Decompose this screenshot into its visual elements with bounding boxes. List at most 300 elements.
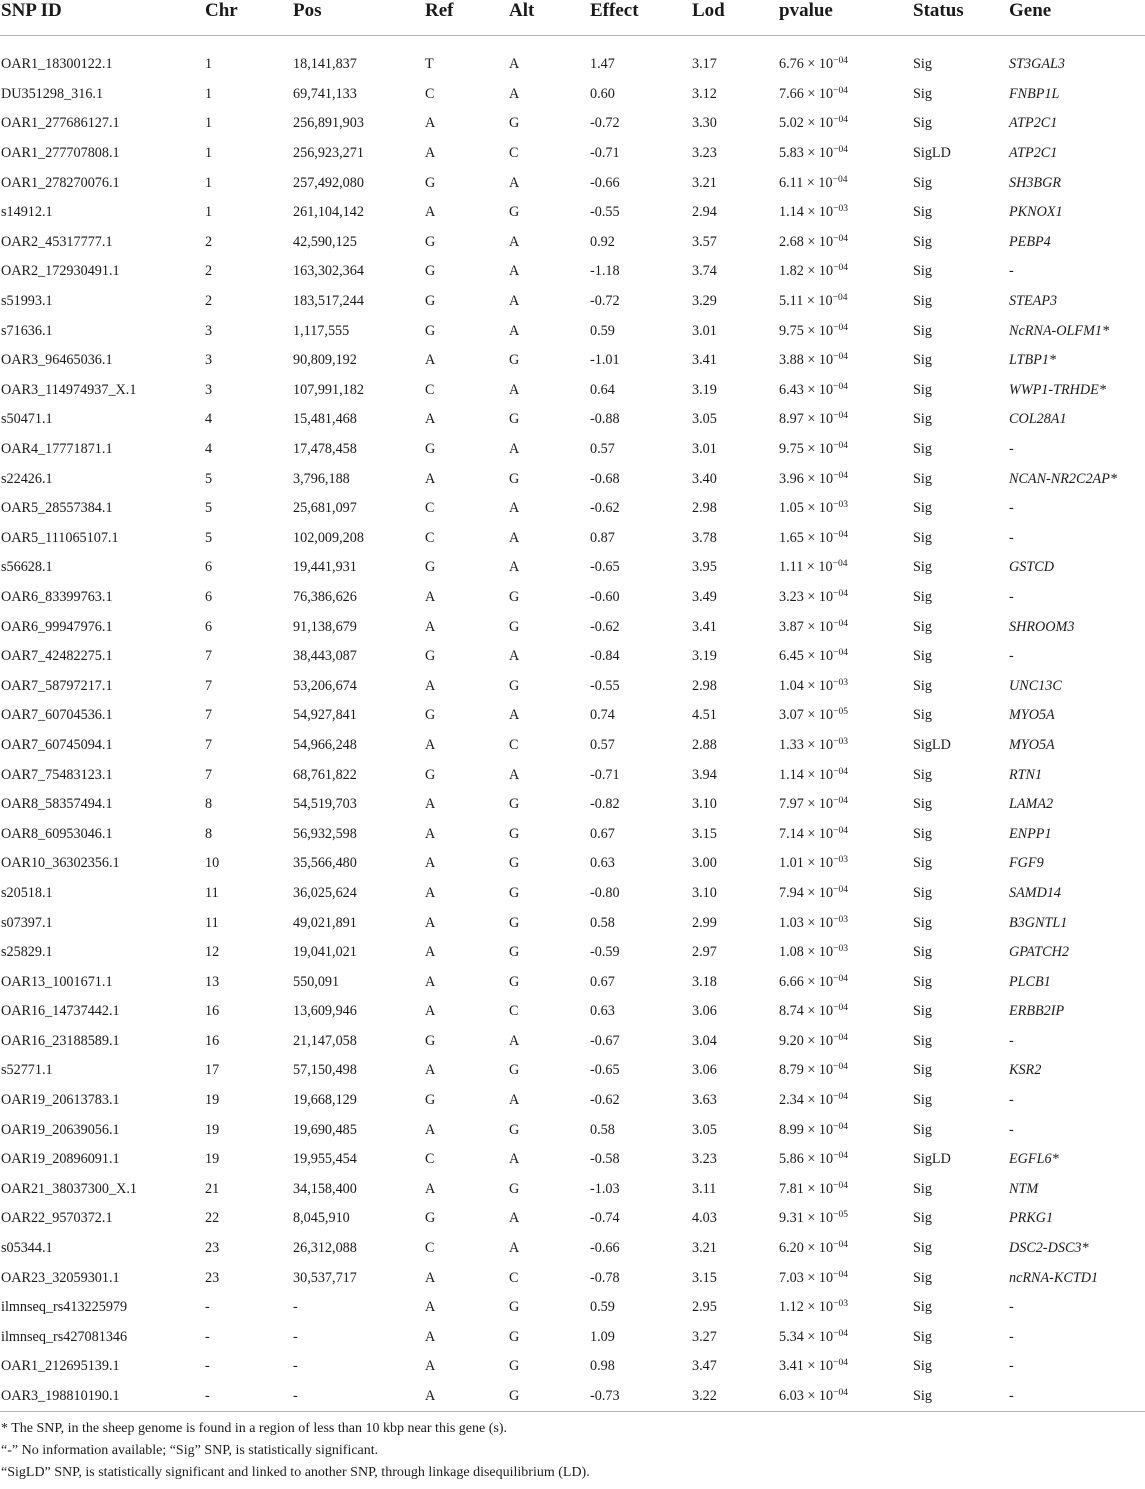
cell-pos: 256,923,271 xyxy=(293,145,364,162)
cell-alt: G xyxy=(509,470,520,487)
cell-status: Sig xyxy=(913,1328,932,1345)
table-row xyxy=(0,346,1145,376)
cell-pos: 42,590,125 xyxy=(293,233,357,250)
pvalue-mantissa: 7.97 × 10 xyxy=(779,796,834,813)
cell-status: Sig xyxy=(913,1269,932,1286)
cell-snp-id: OAR3_114974937_X.1 xyxy=(1,381,137,398)
cell-chr: 3 xyxy=(205,352,213,369)
cell-snp-id: s71636.1 xyxy=(1,322,53,339)
cell-alt: A xyxy=(509,293,520,310)
table-row xyxy=(0,1086,1145,1116)
header-ref: Ref xyxy=(425,0,509,36)
cell-ref: G xyxy=(425,322,436,339)
cell-gene: - xyxy=(1009,1299,1014,1316)
cell-snp-id: OAR2_172930491.1 xyxy=(1,263,120,280)
cell-alt: A xyxy=(509,85,520,102)
table-spacer xyxy=(0,36,1145,51)
cell-ref: A xyxy=(425,1328,436,1345)
cell-effect: -0.71 xyxy=(590,766,620,783)
cell-lod: 3.23 xyxy=(692,145,717,162)
cell-effect: -0.62 xyxy=(590,618,620,635)
cell-snp-id: OAR1_18300122.1 xyxy=(1,56,113,73)
cell-snp-id: s05344.1 xyxy=(1,1240,53,1257)
cell-ref: A xyxy=(425,944,436,961)
pvalue-mantissa: 5.02 × 10 xyxy=(779,115,834,132)
cell-lod: 3.40 xyxy=(692,470,717,487)
cell-pos: 25,681,097 xyxy=(293,500,357,517)
cell-gene: ATP2C1 xyxy=(1009,115,1058,132)
cell-chr: 6 xyxy=(205,588,213,605)
cell-status: Sig xyxy=(913,263,932,280)
cell-pvalue xyxy=(779,1086,913,1116)
cell-snp-id: s52771.1 xyxy=(1,1062,53,1079)
cell-pvalue xyxy=(779,464,913,494)
table-row xyxy=(0,583,1145,613)
cell-alt: A xyxy=(509,766,520,783)
cell-gene: KSR2 xyxy=(1009,1062,1042,1079)
cell-effect: 1.09 xyxy=(590,1328,615,1345)
cell-effect: 0.59 xyxy=(590,1299,615,1316)
cell-snp-id: OAR7_75483123.1 xyxy=(1,766,113,783)
cell-pos: 19,041,021 xyxy=(293,944,357,961)
cell-snp-id: OAR19_20613783.1 xyxy=(1,1092,120,1109)
cell-status: Sig xyxy=(913,618,932,635)
pvalue-exponent: −04 xyxy=(833,441,848,452)
cell-ref: C xyxy=(425,500,435,517)
cell-status: SigLD xyxy=(913,145,951,162)
cell-chr: 16 xyxy=(205,1003,220,1020)
cell-gene: PEBP4 xyxy=(1009,233,1051,250)
footnote-sigld: “SigLD” SNP, is statistically significant and linked to another SNP, through linkage disequilibrium (LD). xyxy=(1,1465,590,1481)
cell-chr: - xyxy=(205,1328,210,1345)
table-row xyxy=(0,494,1145,524)
pvalue-exponent: −03 xyxy=(833,1299,848,1310)
cell-chr: 17 xyxy=(205,1062,220,1079)
cell-pvalue xyxy=(779,316,913,346)
cell-effect: 0.60 xyxy=(590,85,615,102)
cell-effect: -0.74 xyxy=(590,1210,620,1227)
cell-pvalue xyxy=(779,701,913,731)
cell-snp-id: OAR1_212695139.1 xyxy=(1,1358,120,1375)
cell-alt: A xyxy=(509,322,520,339)
cell-chr: 11 xyxy=(205,914,219,931)
cell-effect: -0.67 xyxy=(590,1032,620,1049)
cell-alt: C xyxy=(509,1003,519,1020)
cell-lod: 3.22 xyxy=(692,1382,779,1412)
cell-gene: ATP2C1 xyxy=(1009,145,1058,162)
pvalue-exponent: −04 xyxy=(833,1388,848,1399)
cell-gene: ncRNA-KCTD1 xyxy=(1009,1269,1099,1286)
pvalue-mantissa: 1.33 × 10 xyxy=(779,736,834,753)
cell-alt: A xyxy=(509,1032,520,1049)
cell-gene: SHROOM3 xyxy=(1009,618,1075,635)
cell-chr: 7 xyxy=(205,707,213,724)
cell-alt: G xyxy=(509,411,520,428)
cell-chr: 4 xyxy=(205,441,213,458)
cell-ref: C xyxy=(425,381,435,398)
pvalue-mantissa: 3.23 × 10 xyxy=(779,588,834,605)
cell-alt: G xyxy=(509,204,520,221)
cell-pos: 18,141,837 xyxy=(293,56,357,73)
cell-pvalue xyxy=(779,524,913,554)
cell-alt: G xyxy=(509,1062,520,1079)
cell-snp-id: OAR1_278270076.1 xyxy=(1,174,120,191)
cell-pvalue xyxy=(779,494,913,524)
cell-pvalue xyxy=(779,80,913,110)
cell-pvalue xyxy=(779,671,913,701)
footnote-dash-sig: “-” No information available; “Sig” SNP, is statistically significant. xyxy=(1,1443,379,1459)
cell-status: Sig xyxy=(913,825,932,842)
pvalue-mantissa: 3.07 × 10 xyxy=(779,707,834,724)
cell-gene: - xyxy=(1009,648,1014,665)
cell-status: Sig xyxy=(913,1299,932,1316)
cell-pos: - xyxy=(293,1299,298,1316)
cell-ref: A xyxy=(425,796,436,813)
pvalue-exponent: −04 xyxy=(833,529,848,540)
pvalue-mantissa: 6.20 × 10 xyxy=(779,1240,834,1257)
pvalue-exponent: −03 xyxy=(833,855,848,866)
cell-alt: G xyxy=(509,1299,520,1316)
cell-pos: 19,955,454 xyxy=(293,1151,357,1168)
pvalue-mantissa: 3.87 × 10 xyxy=(779,618,834,635)
cell-effect: -0.55 xyxy=(590,677,620,694)
cell-gene: NcRNA-OLFM1* xyxy=(1009,322,1110,339)
cell-effect: -0.62 xyxy=(590,500,620,517)
pvalue-mantissa: 9.20 × 10 xyxy=(779,1032,834,1049)
cell-ref: A xyxy=(425,884,436,901)
cell-pos: 8,045,910 xyxy=(293,1210,350,1227)
cell-lod: 3.74 xyxy=(692,263,717,280)
cell-lod: 2.88 xyxy=(692,736,717,753)
cell-status: Sig xyxy=(913,174,932,191)
pvalue-exponent: −03 xyxy=(833,944,848,955)
cell-lod: 3.15 xyxy=(692,825,717,842)
table-row xyxy=(0,198,1145,228)
cell-pvalue xyxy=(779,612,913,642)
cell-pvalue xyxy=(779,731,913,761)
cell-alt: A xyxy=(509,707,520,724)
cell-pos: 257,492,080 xyxy=(293,174,364,191)
cell-gene: PLCB1 xyxy=(1009,973,1051,990)
cell-gene: WWP1-TRHDE* xyxy=(1009,381,1106,398)
cell-status: Sig xyxy=(913,1003,932,1020)
cell-pvalue xyxy=(779,228,913,258)
pvalue-mantissa: 7.14 × 10 xyxy=(779,825,834,842)
cell-ref: G xyxy=(425,766,436,783)
cell-ref: A xyxy=(425,1382,509,1412)
cell-status: Sig xyxy=(913,441,932,458)
pvalue-exponent: −04 xyxy=(833,825,848,836)
cell-gene: - xyxy=(1009,1121,1014,1138)
table-row xyxy=(0,938,1145,968)
cell-pvalue xyxy=(779,1293,913,1323)
cell-pvalue xyxy=(779,1145,913,1175)
pvalue-mantissa: 1.14 × 10 xyxy=(779,204,834,221)
cell-gene: - xyxy=(1009,500,1014,517)
cell-lod: 3.19 xyxy=(692,648,717,665)
cell-alt: A xyxy=(509,233,520,250)
cell-snp-id: OAR23_32059301.1 xyxy=(1,1269,120,1286)
cell-effect: -0.78 xyxy=(590,1269,620,1286)
cell-status: Sig xyxy=(913,204,932,221)
cell-chr: 1 xyxy=(205,56,213,73)
cell-alt: A xyxy=(509,648,520,665)
cell-gene: - xyxy=(1009,263,1014,280)
cell-status: Sig xyxy=(913,529,932,546)
pvalue-mantissa: 3.88 × 10 xyxy=(779,352,834,369)
table-row xyxy=(0,228,1145,258)
cell-pos: 91,138,679 xyxy=(293,618,357,635)
cell-alt: A xyxy=(509,174,520,191)
table-row xyxy=(0,849,1145,879)
cell-pvalue xyxy=(779,908,913,938)
table-row xyxy=(0,760,1145,790)
cell-chr: 1 xyxy=(205,115,213,132)
cell-pvalue xyxy=(779,1382,913,1412)
cell-status: Sig xyxy=(913,233,932,250)
cell-alt: A xyxy=(509,500,520,517)
cell-snp-id: DU351298_316.1 xyxy=(1,85,104,102)
cell-pos: 102,009,208 xyxy=(293,529,364,546)
cell-pvalue xyxy=(779,849,913,879)
cell-lod: 3.01 xyxy=(692,322,717,339)
cell-lod: 3.10 xyxy=(692,884,717,901)
cell-snp-id: OAR4_17771871.1 xyxy=(1,441,113,458)
table-row xyxy=(0,997,1145,1027)
cell-alt: A xyxy=(509,559,520,576)
cell-chr: 22 xyxy=(205,1210,220,1227)
cell-gene: SAMD14 xyxy=(1009,884,1062,901)
cell-effect: 0.59 xyxy=(590,322,615,339)
cell-ref: A xyxy=(425,855,436,872)
table-row xyxy=(0,1115,1145,1145)
cell-gene: PKNOX1 xyxy=(1009,204,1063,221)
cell-status: Sig xyxy=(913,322,932,339)
cell-pvalue xyxy=(779,1234,913,1264)
cell-lod: 3.12 xyxy=(692,85,717,102)
cell-snp-id: OAR3_96465036.1 xyxy=(1,352,113,369)
cell-pos: 1,117,555 xyxy=(293,322,350,339)
table-row xyxy=(0,1323,1145,1353)
pvalue-mantissa: 9.75 × 10 xyxy=(779,322,834,339)
cell-gene: NTM xyxy=(1009,1180,1039,1197)
pvalue-mantissa: 1.08 × 10 xyxy=(779,944,834,961)
pvalue-mantissa: 9.31 × 10 xyxy=(779,1210,834,1227)
cell-lod: 3.05 xyxy=(692,1121,717,1138)
cell-ref: A xyxy=(425,1180,436,1197)
cell-snp-id: s07397.1 xyxy=(1,914,53,931)
cell-pos: 56,932,598 xyxy=(293,825,357,842)
cell-snp-id: s14912.1 xyxy=(1,204,53,221)
header-lod: Lod xyxy=(692,0,779,36)
cell-chr: 4 xyxy=(205,411,213,428)
cell-snp-id: OAR13_1001671.1 xyxy=(1,973,113,990)
pvalue-exponent: −04 xyxy=(833,1328,848,1339)
cell-pvalue xyxy=(779,1263,913,1293)
cell-status: Sig xyxy=(913,1358,932,1375)
pvalue-mantissa: 7.94 × 10 xyxy=(779,884,834,901)
cell-effect: -0.59 xyxy=(590,944,620,961)
cell-pos: - xyxy=(293,1358,298,1375)
cell-pos: - xyxy=(293,1328,298,1345)
cell-alt: A xyxy=(509,381,520,398)
pvalue-exponent: −04 xyxy=(833,1092,848,1103)
cell-snp-id: s50471.1 xyxy=(1,411,53,428)
cell-lod: 3.30 xyxy=(692,115,717,132)
cell-snp-id: OAR22_9570372.1 xyxy=(1,1210,113,1227)
pvalue-mantissa: 1.04 × 10 xyxy=(779,677,834,694)
cell-alt: C xyxy=(509,145,519,162)
cell-lod: 3.11 xyxy=(692,1180,717,1197)
cell-effect: 0.92 xyxy=(590,233,615,250)
cell-alt: G xyxy=(509,796,520,813)
cell-chr: 3 xyxy=(205,322,213,339)
cell-status: Sig xyxy=(913,707,932,724)
table-row xyxy=(0,257,1145,287)
cell-pos: 107,991,182 xyxy=(293,381,364,398)
cell-ref: A xyxy=(425,1358,436,1375)
cell-ref: C xyxy=(425,85,435,102)
cell-snp-id: OAR8_60953046.1 xyxy=(1,825,113,842)
pvalue-mantissa: 6.11 × 10 xyxy=(779,174,833,191)
cell-snp-id: s22426.1 xyxy=(1,470,53,487)
cell-snp-id: OAR5_111065107.1 xyxy=(1,529,119,546)
cell-ref: G xyxy=(425,1210,436,1227)
cell-lod: 3.06 xyxy=(692,1062,717,1079)
cell-status: Sig xyxy=(913,914,932,931)
cell-ref: A xyxy=(425,1299,436,1316)
cell-pos: 34,158,400 xyxy=(293,1180,357,1197)
cell-chr: 13 xyxy=(205,973,220,990)
header-snp-id: SNP ID xyxy=(0,0,205,36)
cell-pos: 550,091 xyxy=(293,973,340,990)
cell-snp-id: s20518.1 xyxy=(1,884,53,901)
table-row xyxy=(0,553,1145,583)
table-row xyxy=(0,405,1145,435)
cell-chr: 23 xyxy=(205,1240,220,1257)
cell-alt: A xyxy=(509,263,520,280)
pvalue-exponent: −04 xyxy=(833,1269,848,1280)
pvalue-exponent: −05 xyxy=(833,1210,848,1221)
cell-pvalue xyxy=(779,435,913,465)
cell-pvalue xyxy=(779,819,913,849)
cell-effect: -0.66 xyxy=(590,174,620,191)
cell-status: Sig xyxy=(913,884,932,901)
cell-alt: G xyxy=(509,914,520,931)
table-row xyxy=(0,464,1145,494)
cell-ref: A xyxy=(425,736,436,753)
cell-pos: 13,609,946 xyxy=(293,1003,357,1020)
cell-snp-id: OAR5_28557384.1 xyxy=(1,500,113,517)
table-row xyxy=(0,316,1145,346)
cell-status: Sig xyxy=(913,1210,932,1227)
cell-chr: 5 xyxy=(205,500,213,517)
cell-chr: 7 xyxy=(205,677,213,694)
cell-gene: LAMA2 xyxy=(1009,796,1054,813)
cell-alt: A xyxy=(509,56,520,73)
cell-lod: 4.03 xyxy=(692,1210,717,1227)
table-row xyxy=(0,1293,1145,1323)
cell-ref: C xyxy=(425,1240,435,1257)
cell-gene: MYO5A xyxy=(1009,707,1055,724)
cell-effect: 0.63 xyxy=(590,855,615,872)
cell-alt: G xyxy=(509,1328,520,1345)
cell-effect: -0.66 xyxy=(590,1240,620,1257)
table-row xyxy=(0,908,1145,938)
cell-effect: -0.80 xyxy=(590,884,620,901)
pvalue-mantissa: 7.66 × 10 xyxy=(779,85,834,102)
pvalue-mantissa: 1.65 × 10 xyxy=(779,529,834,546)
pvalue-exponent: −04 xyxy=(833,352,848,363)
cell-snp-id: OAR2_45317777.1 xyxy=(1,233,113,250)
cell-alt: A xyxy=(509,1210,520,1227)
cell-alt: G xyxy=(509,618,520,635)
cell-lod: 4.51 xyxy=(692,707,717,724)
cell-lod: 3.19 xyxy=(692,381,717,398)
cell-lod: 3.63 xyxy=(692,1092,717,1109)
cell-pvalue xyxy=(779,967,913,997)
cell-pos: 54,519,703 xyxy=(293,796,357,813)
cell-pvalue xyxy=(779,168,913,198)
cell-ref: A xyxy=(425,973,436,990)
cell-gene: COL28A1 xyxy=(1009,411,1067,428)
cell-lod: 2.98 xyxy=(692,677,717,694)
pvalue-mantissa: 5.34 × 10 xyxy=(779,1328,834,1345)
cell-status: Sig xyxy=(913,1062,932,1079)
footnotes xyxy=(0,1418,1145,1484)
cell-status: Sig xyxy=(913,1121,932,1138)
cell-gene: SH3BGR xyxy=(1009,174,1062,191)
cell-chr: 7 xyxy=(205,766,213,783)
cell-chr: 7 xyxy=(205,736,213,753)
pvalue-mantissa: 8.97 × 10 xyxy=(779,411,834,428)
cell-effect: -1.01 xyxy=(590,352,620,369)
header-pos: Pos xyxy=(293,0,425,36)
cell-pos: 3,796,188 xyxy=(293,470,350,487)
pvalue-exponent: −04 xyxy=(833,1151,848,1162)
cell-chr: 2 xyxy=(205,233,213,250)
cell-snp-id: OAR7_60704536.1 xyxy=(1,707,113,724)
cell-status: Sig xyxy=(913,973,932,990)
cell-status: Sig xyxy=(913,500,932,517)
cell-effect: -1.18 xyxy=(590,263,620,280)
cell-gene: FNBP1L xyxy=(1009,85,1060,102)
pvalue-mantissa: 9.75 × 10 xyxy=(779,441,834,458)
cell-pos: 53,206,674 xyxy=(293,677,357,694)
footnote-asterisk: * The SNP, in the sheep genome is found in a region of less than 10 kbp near this gene (s). xyxy=(1,1421,507,1437)
cell-gene: DSC2-DSC3* xyxy=(1009,1240,1089,1257)
cell-snp-id: OAR19_20896091.1 xyxy=(1,1151,120,1168)
cell-gene: - xyxy=(1009,1032,1014,1049)
cell-lod: 3.15 xyxy=(692,1269,717,1286)
cell-chr: 2 xyxy=(205,293,213,310)
table-row xyxy=(0,701,1145,731)
pvalue-exponent: −04 xyxy=(833,322,848,333)
pvalue-mantissa: 5.83 × 10 xyxy=(779,145,834,162)
cell-ref: G xyxy=(425,293,436,310)
cell-chr: - xyxy=(205,1382,293,1412)
cell-gene: STEAP3 xyxy=(1009,293,1058,310)
cell-snp-id: OAR16_23188589.1 xyxy=(1,1032,120,1049)
cell-alt: A xyxy=(509,1092,520,1109)
table-row xyxy=(0,1145,1145,1175)
pvalue-exponent: −03 xyxy=(833,500,848,511)
table-row xyxy=(0,731,1145,761)
cell-chr: 8 xyxy=(205,825,213,842)
pvalue-mantissa: 6.76 × 10 xyxy=(779,56,834,73)
cell-gene: - xyxy=(1009,441,1014,458)
cell-gene: - xyxy=(1009,1358,1014,1375)
